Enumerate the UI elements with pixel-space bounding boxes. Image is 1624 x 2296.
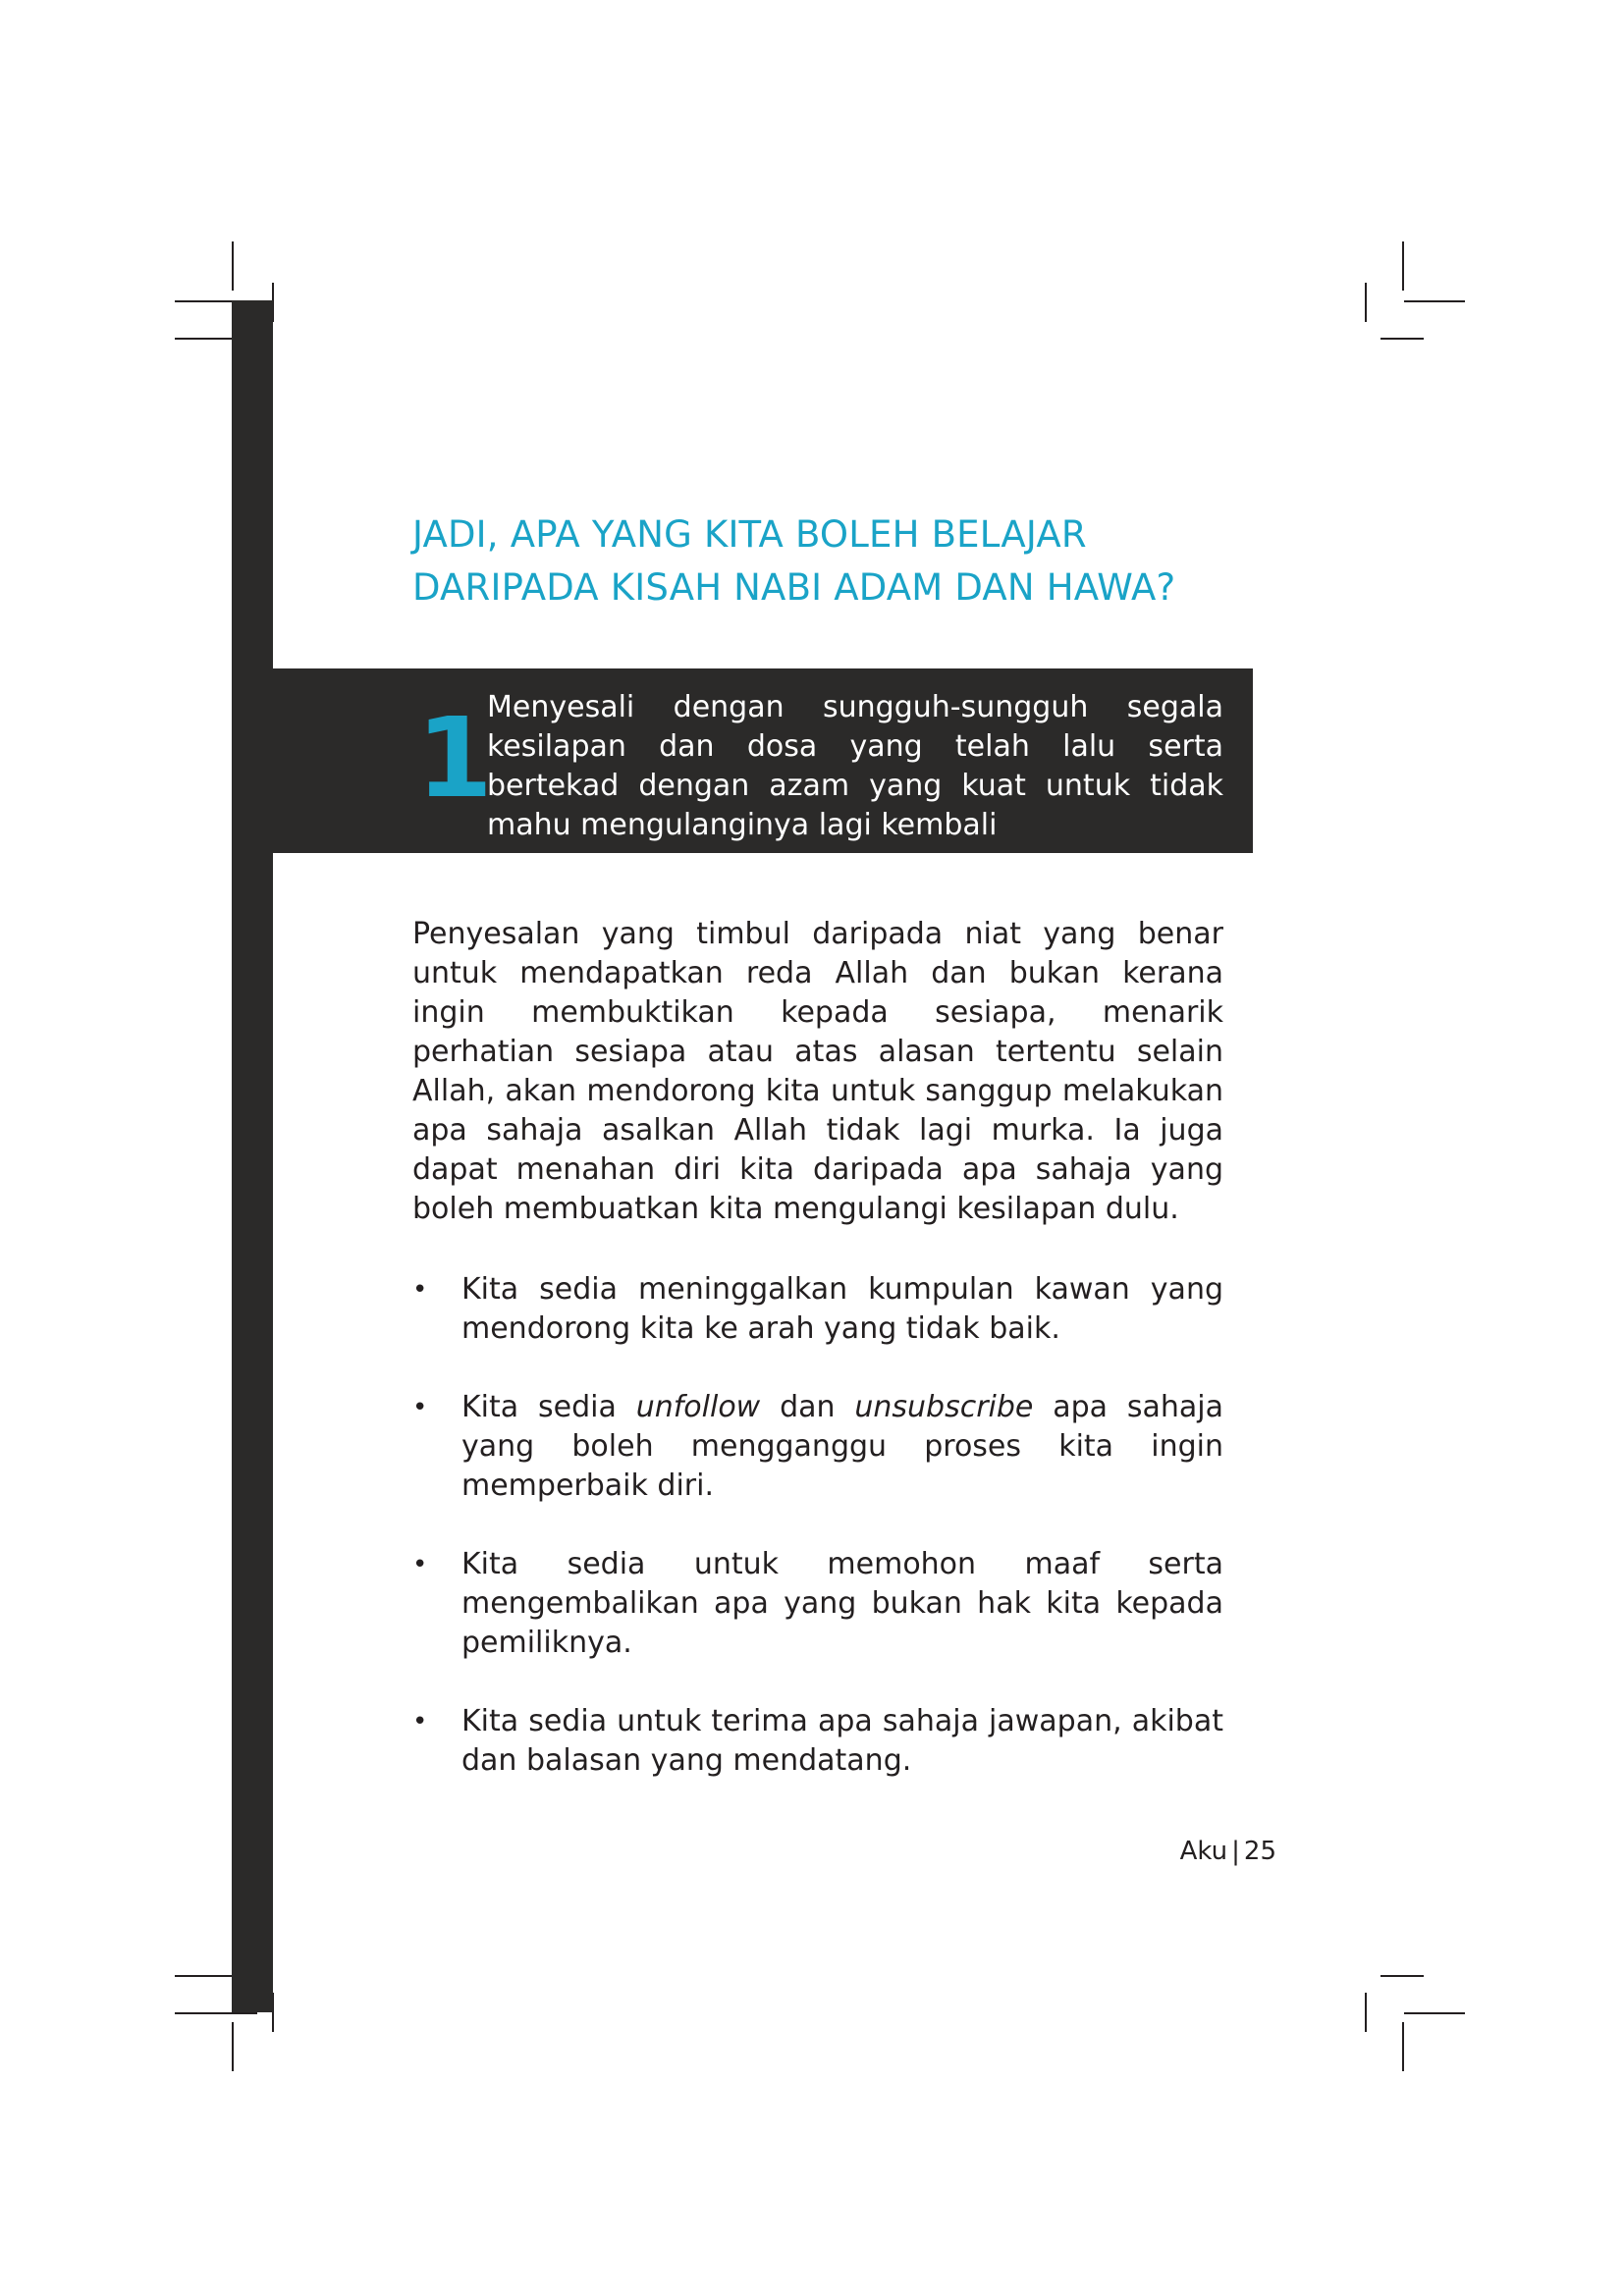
bullet-emphasis: unsubscribe <box>854 1390 1034 1424</box>
bullet-text <box>461 1390 1223 1503</box>
crop-mark <box>1402 241 1404 291</box>
crop-mark <box>232 241 234 291</box>
body-paragraph: Penyesalan yang timbul daripada niat yang benar untuk mendapatkan reda Allah dan bukan kerana ingin membuktikan kepada sesiapa, menarik perhatian sesiapa atau atas alasan tertentu selain Allah, akan mendorong kita untuk sanggup melakukan apa sahaja asalkan Allah tidak lagi murka. Ia juga dapat menahan diri kita daripada apa sahaja yang boleh membuatkan kita mengulangi kesilapan dulu. <box>412 917 1223 1226</box>
crop-mark <box>1402 2022 1404 2071</box>
footer-separator: | <box>1231 1837 1240 1866</box>
bullet-marker: • <box>412 1707 428 1736</box>
heading-line: JADI, APA YANG KITA BOLEH BELAJAR <box>412 513 1087 556</box>
crop-mark <box>1404 300 1465 302</box>
crop-mark <box>1365 1993 1367 2032</box>
crop-mark <box>175 2012 257 2014</box>
bullet-item <box>412 1702 1223 1781</box>
page-footer <box>1159 1834 1276 1869</box>
callout-text: Menyesali dengan sungguh-sungguh segala kesilapan dan dosa yang telah lalu serta bertekad dengan azam yang kuat untuk tidak mahu mengulanginya lagi kembali <box>487 690 1223 842</box>
heading-line: DARIPADA KISAH NABI ADAM DAN HAWA? <box>412 566 1176 609</box>
bullet-marker: • <box>412 1275 428 1305</box>
crop-mark <box>1380 1975 1424 1977</box>
crop-mark <box>232 2022 234 2071</box>
side-bar <box>232 300 273 2012</box>
bullet-item <box>412 1270 1223 1349</box>
bullet-text-part: apa sahaja yang boleh mengganggu proses kita ingin memperbaik diri. <box>461 1390 1224 1503</box>
page-number: 25 <box>1243 1837 1276 1866</box>
numbered-callout <box>273 668 1253 853</box>
bullet-list <box>412 1270 1223 1820</box>
crop-mark <box>1365 283 1367 322</box>
bullet-item <box>412 1545 1223 1663</box>
callout-number: 1 <box>416 695 493 823</box>
bullet-text-part: dan <box>760 1390 855 1424</box>
bullet-marker: • <box>412 1393 428 1422</box>
footer-label: Aku <box>1179 1837 1228 1866</box>
bullet-marker: • <box>412 1550 428 1579</box>
crop-mark <box>1380 338 1424 340</box>
bullet-text: Kita sedia meninggalkan kumpulan kawan yang mendorong kita ke arah yang tidak baik. <box>461 1272 1223 1346</box>
bullet-text: Kita sedia untuk terima apa sahaja jawapan, akibat dan balasan yang mendatang. <box>461 1704 1223 1778</box>
section-heading <box>412 508 1296 614</box>
bullet-item <box>412 1388 1223 1506</box>
bullet-emphasis: unfollow <box>635 1390 761 1424</box>
bullet-text: Kita sedia untuk memohon maaf serta mengembalikan apa yang bukan hak kita kepada pemiliknya. <box>461 1547 1223 1660</box>
crop-mark <box>1404 2012 1465 2014</box>
bullet-text-part: Kita sedia <box>461 1390 636 1424</box>
